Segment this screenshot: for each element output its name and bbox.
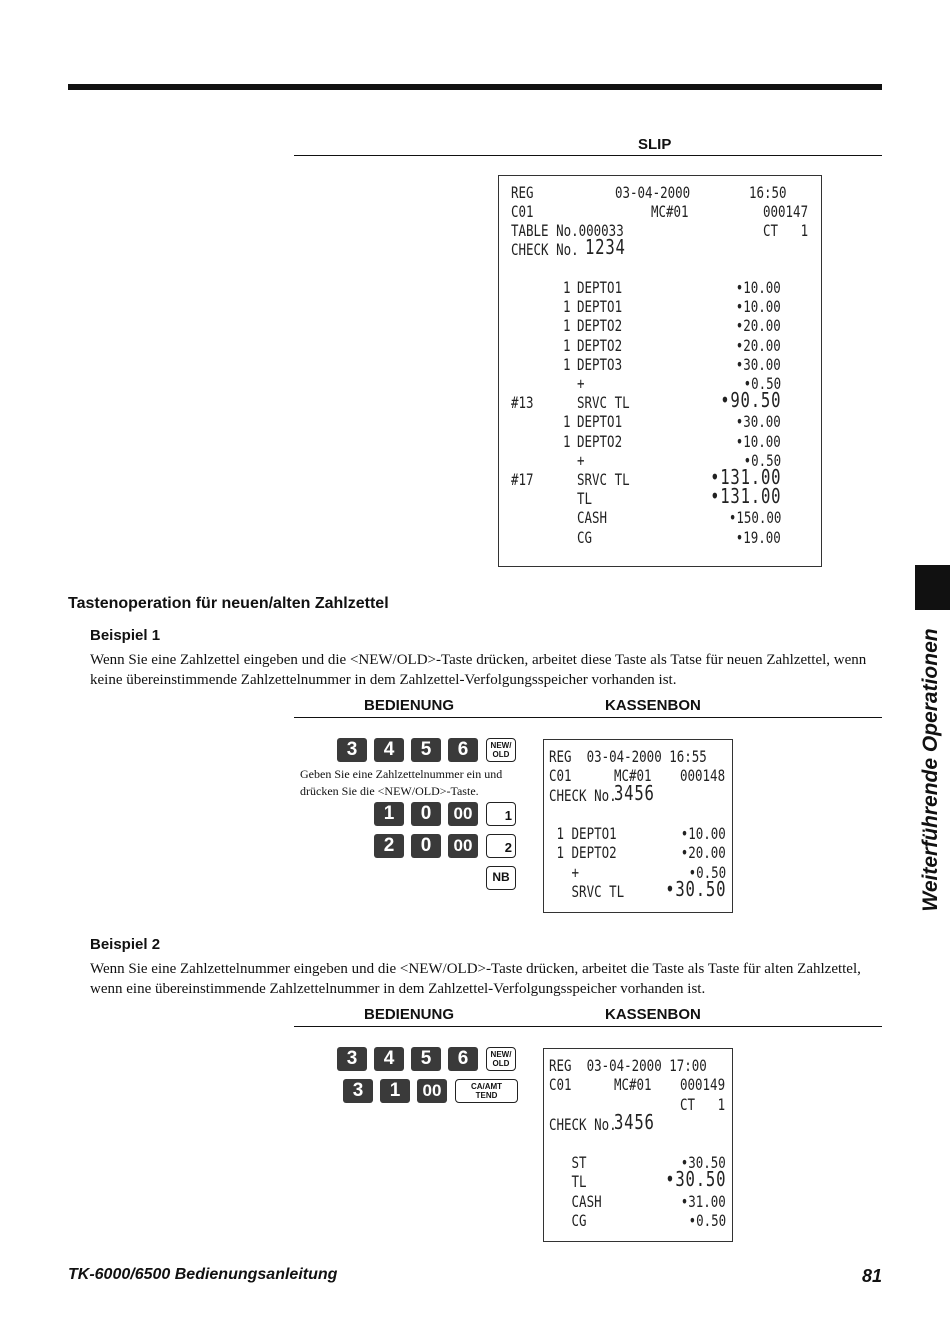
receipt-item-name: SRVC TL — [549, 881, 625, 901]
side-tab — [915, 565, 950, 610]
slip-item-amount: •90.50 — [719, 388, 781, 413]
slip-item-qty: 1 — [563, 335, 571, 355]
slip-item-name: TL — [577, 489, 593, 509]
example1-col-operation: BEDIENUNG — [364, 697, 455, 714]
slip-item-amount: •10.00 — [735, 278, 781, 297]
key-0[interactable]: 0 — [411, 802, 441, 826]
slip-item-qty: 1 — [563, 297, 571, 317]
slip-machine: MC#01 — [651, 202, 689, 221]
receipt-item-name: + — [549, 862, 580, 882]
key-2[interactable]: 2 — [374, 834, 404, 858]
key-1-b[interactable]: 1 — [380, 1079, 410, 1103]
example2-receipt — [543, 1048, 733, 1242]
receipt-item-amount: •31.00 — [680, 1191, 726, 1211]
dept-key-1[interactable] — [486, 802, 516, 826]
slip-item-name: SRVC TL — [577, 393, 630, 413]
ex2-reg-line: REG 03-04-2000 17:00 — [549, 1056, 707, 1075]
slip-item-amount: •131.00 — [709, 484, 781, 509]
key-6-b[interactable]: 6 — [448, 1047, 478, 1071]
receipt-item-amount: •30.50 — [680, 1153, 726, 1172]
dept-key-2-label: 2 — [504, 840, 512, 855]
slip-item-amount: •20.00 — [735, 335, 781, 355]
nb-key[interactable] — [486, 866, 516, 890]
slip-item-amount: •30.00 — [735, 412, 781, 432]
ex2-machine: MC#01 — [614, 1075, 652, 1094]
key-00-c[interactable]: 00 — [417, 1079, 447, 1103]
key-3[interactable]: 3 — [337, 738, 367, 762]
nb-key-label: NB — [492, 870, 510, 884]
ca-amt-tend-key[interactable] — [455, 1079, 518, 1103]
example1-title: Beispiel 1 — [90, 627, 161, 644]
example1-header-rule — [294, 717, 882, 718]
receipt-item-amount: •20.00 — [680, 843, 726, 863]
slip-item-name: DEPTO1 — [577, 278, 623, 297]
receipt-item-amount: •0.50 — [688, 862, 726, 882]
slip-item-amount: •150.00 — [728, 508, 781, 528]
new-old-key[interactable] — [486, 738, 516, 762]
slip-item-name: DEPTO1 — [577, 412, 623, 432]
example1-note: Geben Sie eine Zahlzettelnummer ein und drücken Sie die <NEW/OLD>-Taste. — [300, 767, 503, 798]
footer-title: TK-6000/6500 Bedienungsanleitung — [68, 1266, 338, 1283]
key-0-b[interactable]: 0 — [411, 834, 441, 858]
slip-item-amount: •10.00 — [735, 297, 781, 317]
ex1-reg-line: REG 03-04-2000 16:55 — [549, 747, 707, 766]
receipt-item-amount: •30.50 — [664, 1167, 726, 1192]
slip-consecutive: 000147 — [763, 202, 809, 221]
key-5-b[interactable]: 5 — [411, 1047, 441, 1071]
key-4-b[interactable]: 4 — [374, 1047, 404, 1071]
section-heading: Tastenoperation für neuen/alten Zahlzettel — [68, 595, 389, 612]
receipt-item-amount: •30.50 — [664, 876, 726, 901]
slip-item-name: DEPTO2 — [577, 335, 623, 355]
receipt-item-name: ST — [549, 1153, 587, 1172]
slip-item-name: + — [577, 374, 585, 393]
slip-receipt — [498, 175, 822, 567]
slip-item-name: DEPTO2 — [577, 316, 623, 336]
example2-col-operation: BEDIENUNG — [364, 1006, 455, 1023]
slip-item-name: SRVC TL — [577, 470, 630, 489]
slip-item-amount: •30.00 — [735, 354, 781, 374]
receipt-item-name: CASH — [549, 1191, 602, 1211]
slip-item-code: #17 — [511, 470, 534, 489]
new-old-key-label: NEW/ OLD — [490, 741, 512, 759]
ex2-ct: CT 1 — [680, 1095, 726, 1114]
ex2-consecutive: 000149 — [680, 1075, 726, 1094]
slip-item-qty: 1 — [563, 412, 571, 432]
example2-text: Wenn Sie eine Zahlzettelnummer eingeben und die <NEW/OLD>-Taste drücken, arbeitet die Taste als Taste für alten Zahlzettel, wenn eine übereinstimmende Zahlzettelnummer in dem Zahlzettel-Verfolgungsspeicher vorhanden ist. — [90, 961, 861, 997]
key-1[interactable]: 1 — [374, 802, 404, 826]
slip-table: TABLE No.000033 — [511, 221, 624, 240]
slip-item-amount: •10.00 — [735, 431, 781, 451]
slip-item-qty: 1 — [563, 431, 571, 451]
key-3-b[interactable]: 3 — [337, 1047, 367, 1071]
slip-item-name: DEPTO1 — [577, 297, 623, 317]
key-00[interactable]: 00 — [448, 802, 478, 826]
slip-item-name: CASH — [577, 508, 608, 528]
receipt-item-name: 1 DEPTO2 — [549, 843, 617, 863]
example1-receipt — [543, 739, 733, 913]
slip-item-name: DEPTO2 — [577, 431, 623, 451]
side-label: Weiterführende Operationen — [919, 628, 942, 912]
example1-text: Wenn Sie eine Zahlzettel eingeben und die <NEW/OLD>-Taste drücken, arbeitet diese Taste als Tatse für neuen Zahlzettel, wenn keine übereinstimmende Zahlzettelnummer in dem Zahlzettel-Verfolgungsspeicher vorhanden ist. — [90, 652, 867, 688]
receipt-item-name: CG — [549, 1210, 587, 1230]
slip-item-name: CG — [577, 527, 593, 547]
slip-header: SLIP — [638, 136, 672, 153]
slip-ct: CT 1 — [763, 221, 809, 240]
example1-col-receipt: KASSENBON — [605, 697, 701, 714]
ex1-machine: MC#01 — [614, 766, 652, 785]
slip-check-label: CHECK No. — [511, 240, 579, 259]
slip-reg: REG — [511, 183, 534, 202]
key-6[interactable]: 6 — [448, 738, 478, 762]
new-old-key-b[interactable] — [486, 1047, 516, 1071]
slip-check-number: 1234 — [585, 235, 626, 259]
example2-header-rule — [294, 1026, 882, 1027]
ex2-check-number: 3456 — [614, 1110, 655, 1134]
key-3-c[interactable]: 3 — [343, 1079, 373, 1103]
slip-item-qty: 1 — [563, 316, 571, 336]
receipt-item-amount: •10.00 — [680, 824, 726, 843]
key-00-b[interactable]: 00 — [448, 834, 478, 858]
slip-item-amount: •0.50 — [743, 450, 781, 470]
dept-key-2[interactable] — [486, 834, 516, 858]
ex1-check-number: 3456 — [614, 781, 655, 805]
example2-title: Beispiel 2 — [90, 936, 161, 953]
key-5[interactable]: 5 — [411, 738, 441, 762]
slip-item-amount: •19.00 — [735, 527, 781, 547]
receipt-item-amount: •0.50 — [688, 1210, 726, 1230]
example2-col-receipt: KASSENBON — [605, 1006, 701, 1023]
slip-time: 16:50 — [749, 183, 787, 202]
slip-item-name: DEPTO3 — [577, 354, 623, 374]
ca-amt-tend-key-label: CA/AMT TEND — [470, 1082, 503, 1100]
ex2-clerk: C01 — [549, 1075, 572, 1094]
receipt-item-name: TL — [549, 1172, 587, 1192]
top-rule — [68, 84, 882, 90]
new-old-key-b-label: NEW/ OLD — [490, 1050, 512, 1068]
slip-item-amount: •20.00 — [735, 316, 781, 336]
slip-item-name: + — [577, 450, 585, 470]
slip-date: 03-04-2000 — [615, 183, 691, 202]
page-number: 81 — [861, 1266, 882, 1286]
slip-item-amount: •0.50 — [743, 374, 781, 393]
ex2-check-label: CHECK No. — [549, 1115, 617, 1134]
ex1-check-label: CHECK No. — [549, 786, 617, 805]
key-4[interactable]: 4 — [374, 738, 404, 762]
slip-item-amount: •131.00 — [709, 465, 781, 489]
receipt-item-name: 1 DEPTO1 — [549, 824, 617, 843]
slip-item-code: #13 — [511, 393, 534, 413]
slip-item-qty: 1 — [563, 354, 571, 374]
slip-clerk: C01 — [511, 202, 534, 221]
slip-item-qty: 1 — [563, 278, 571, 297]
dept-key-1-label: 1 — [504, 808, 512, 823]
ex1-consecutive: 000148 — [680, 766, 726, 785]
ex1-clerk: C01 — [549, 766, 572, 785]
slip-header-rule — [294, 155, 882, 156]
